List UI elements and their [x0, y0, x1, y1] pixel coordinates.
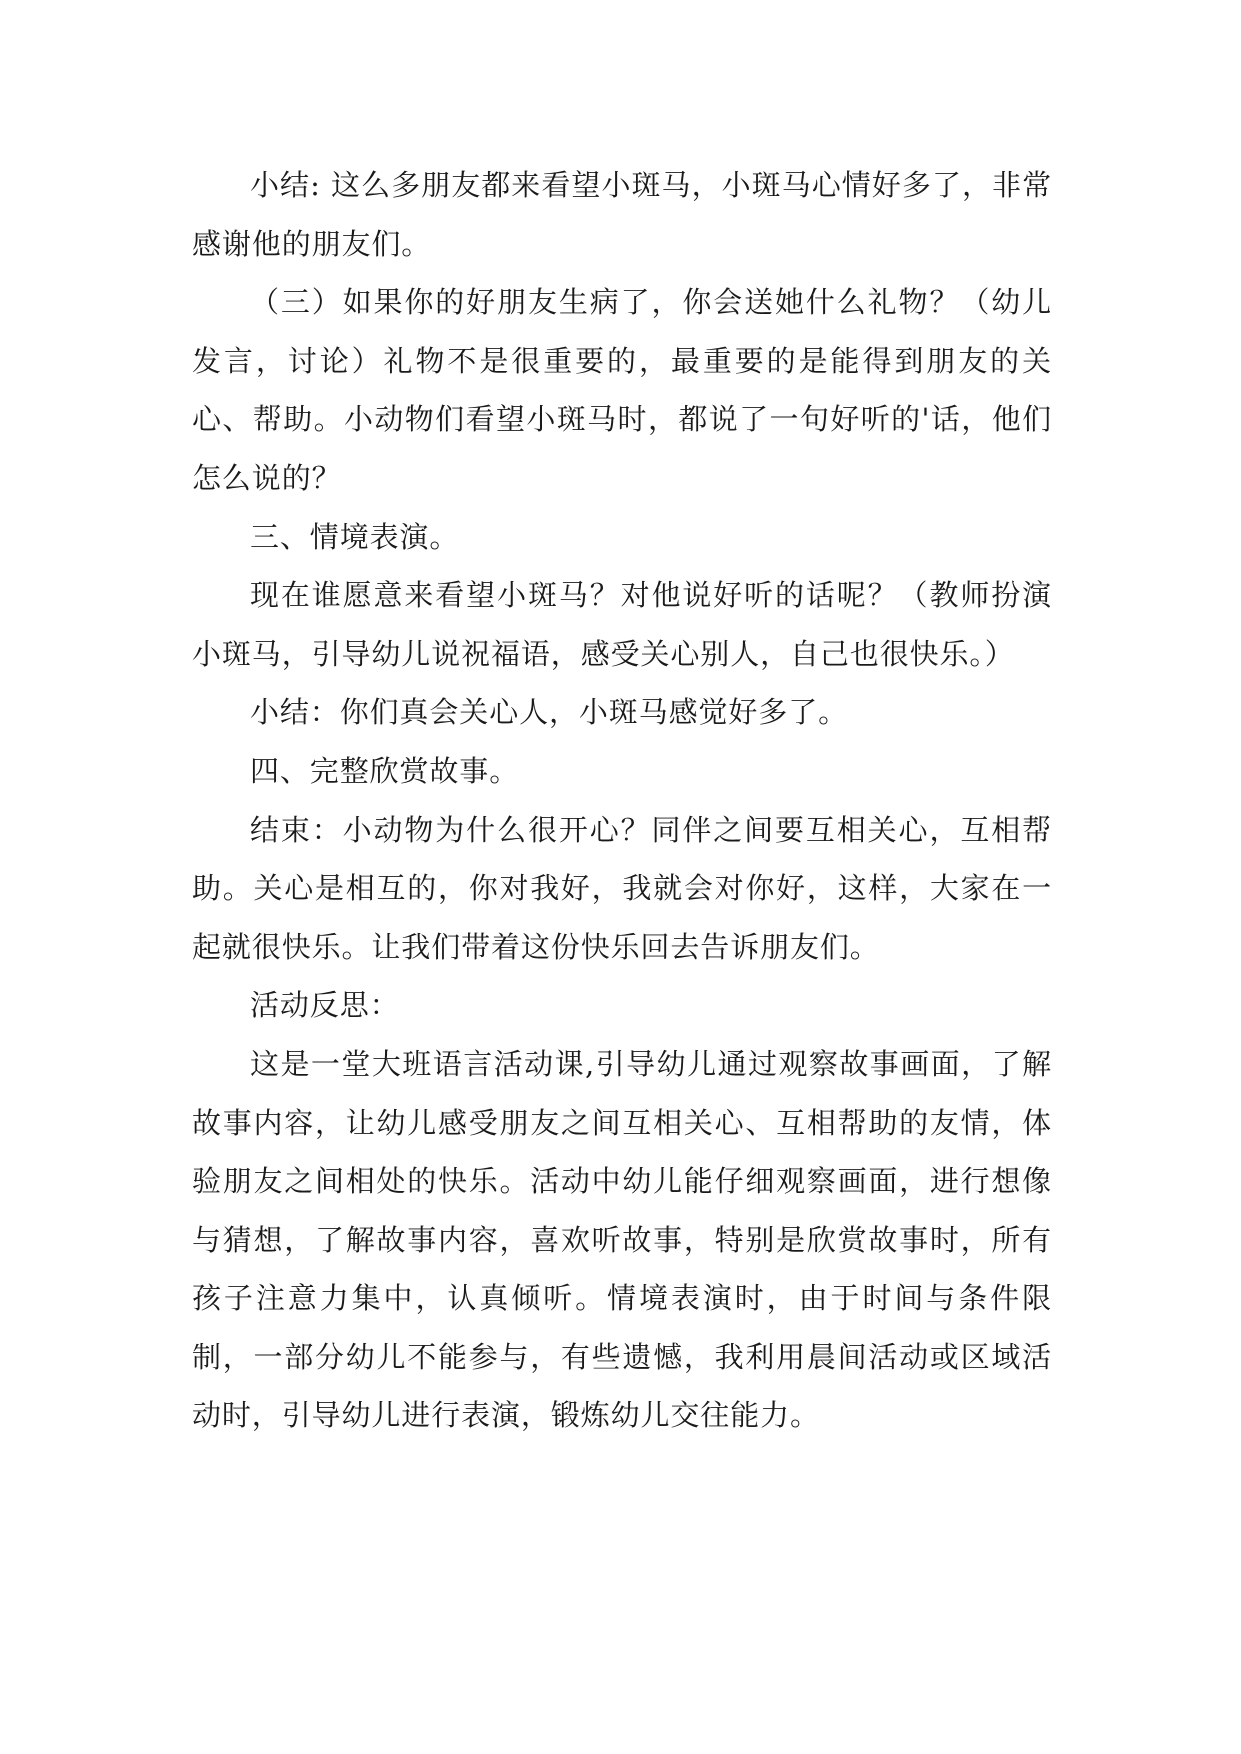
- paragraph-conclusion: 结束：小动物为什么很开心？同伴之间要互相关心，互相帮助。关心是相互的，你对我好，我就会对你好，这样，大家在一起就很快乐。让我们带着这份快乐回去告诉朋友们。: [192, 812, 1052, 964]
- heading-story-appreciation: 四、完整欣赏故事。: [250, 753, 520, 788]
- paragraph-summary-1: 小结: 这么多朋友都来看望小斑马，小斑马心情好多了，非常感谢他的朋友们。: [192, 168, 1052, 261]
- paragraph-reflection: 这是一堂大班语言活动课,引导幼儿通过观察故事画面，了解故事内容，让幼儿感受朋友之间互相关心、互相帮助的友情，体验朋友之间相处的快乐。活动中幼儿能仔细观察画面，进行想像与猜想，了解故事内容，喜欢听故事，特别是欣赏故事时，所有孩子注意力集中，认真倾听。情境表演时，由于时间与条件限制，一部分幼儿不能参与，有些遗憾，我利用晨间活动或区域活动时，引导幼儿进行表演，锻炼幼儿交往能力。: [192, 1046, 1052, 1433]
- paragraph-gift-question: （三）如果你的好朋友生病了，你会送她什么礼物？（幼儿发言，讨论）礼物不是很重要的，最重要的是能得到朋友的关心、帮助。小动物们看望小斑马时，都说了一句好听的'话，他们怎么说的？: [192, 285, 1052, 495]
- paragraph-summary-2: 小结：你们真会关心人，小斑马感觉好多了。: [250, 695, 849, 730]
- heading-role-play: 三、情境表演。: [250, 519, 460, 554]
- heading-reflection: 活动反思：: [250, 988, 400, 1023]
- document-body: [192, 156, 1052, 1445]
- paragraph-role-play: 现在谁愿意来看望小斑马？对他说好听的话呢？（教师扮演小斑马，引导幼儿说祝福语，感受关心别人，自己也很快乐。）: [192, 578, 1052, 671]
